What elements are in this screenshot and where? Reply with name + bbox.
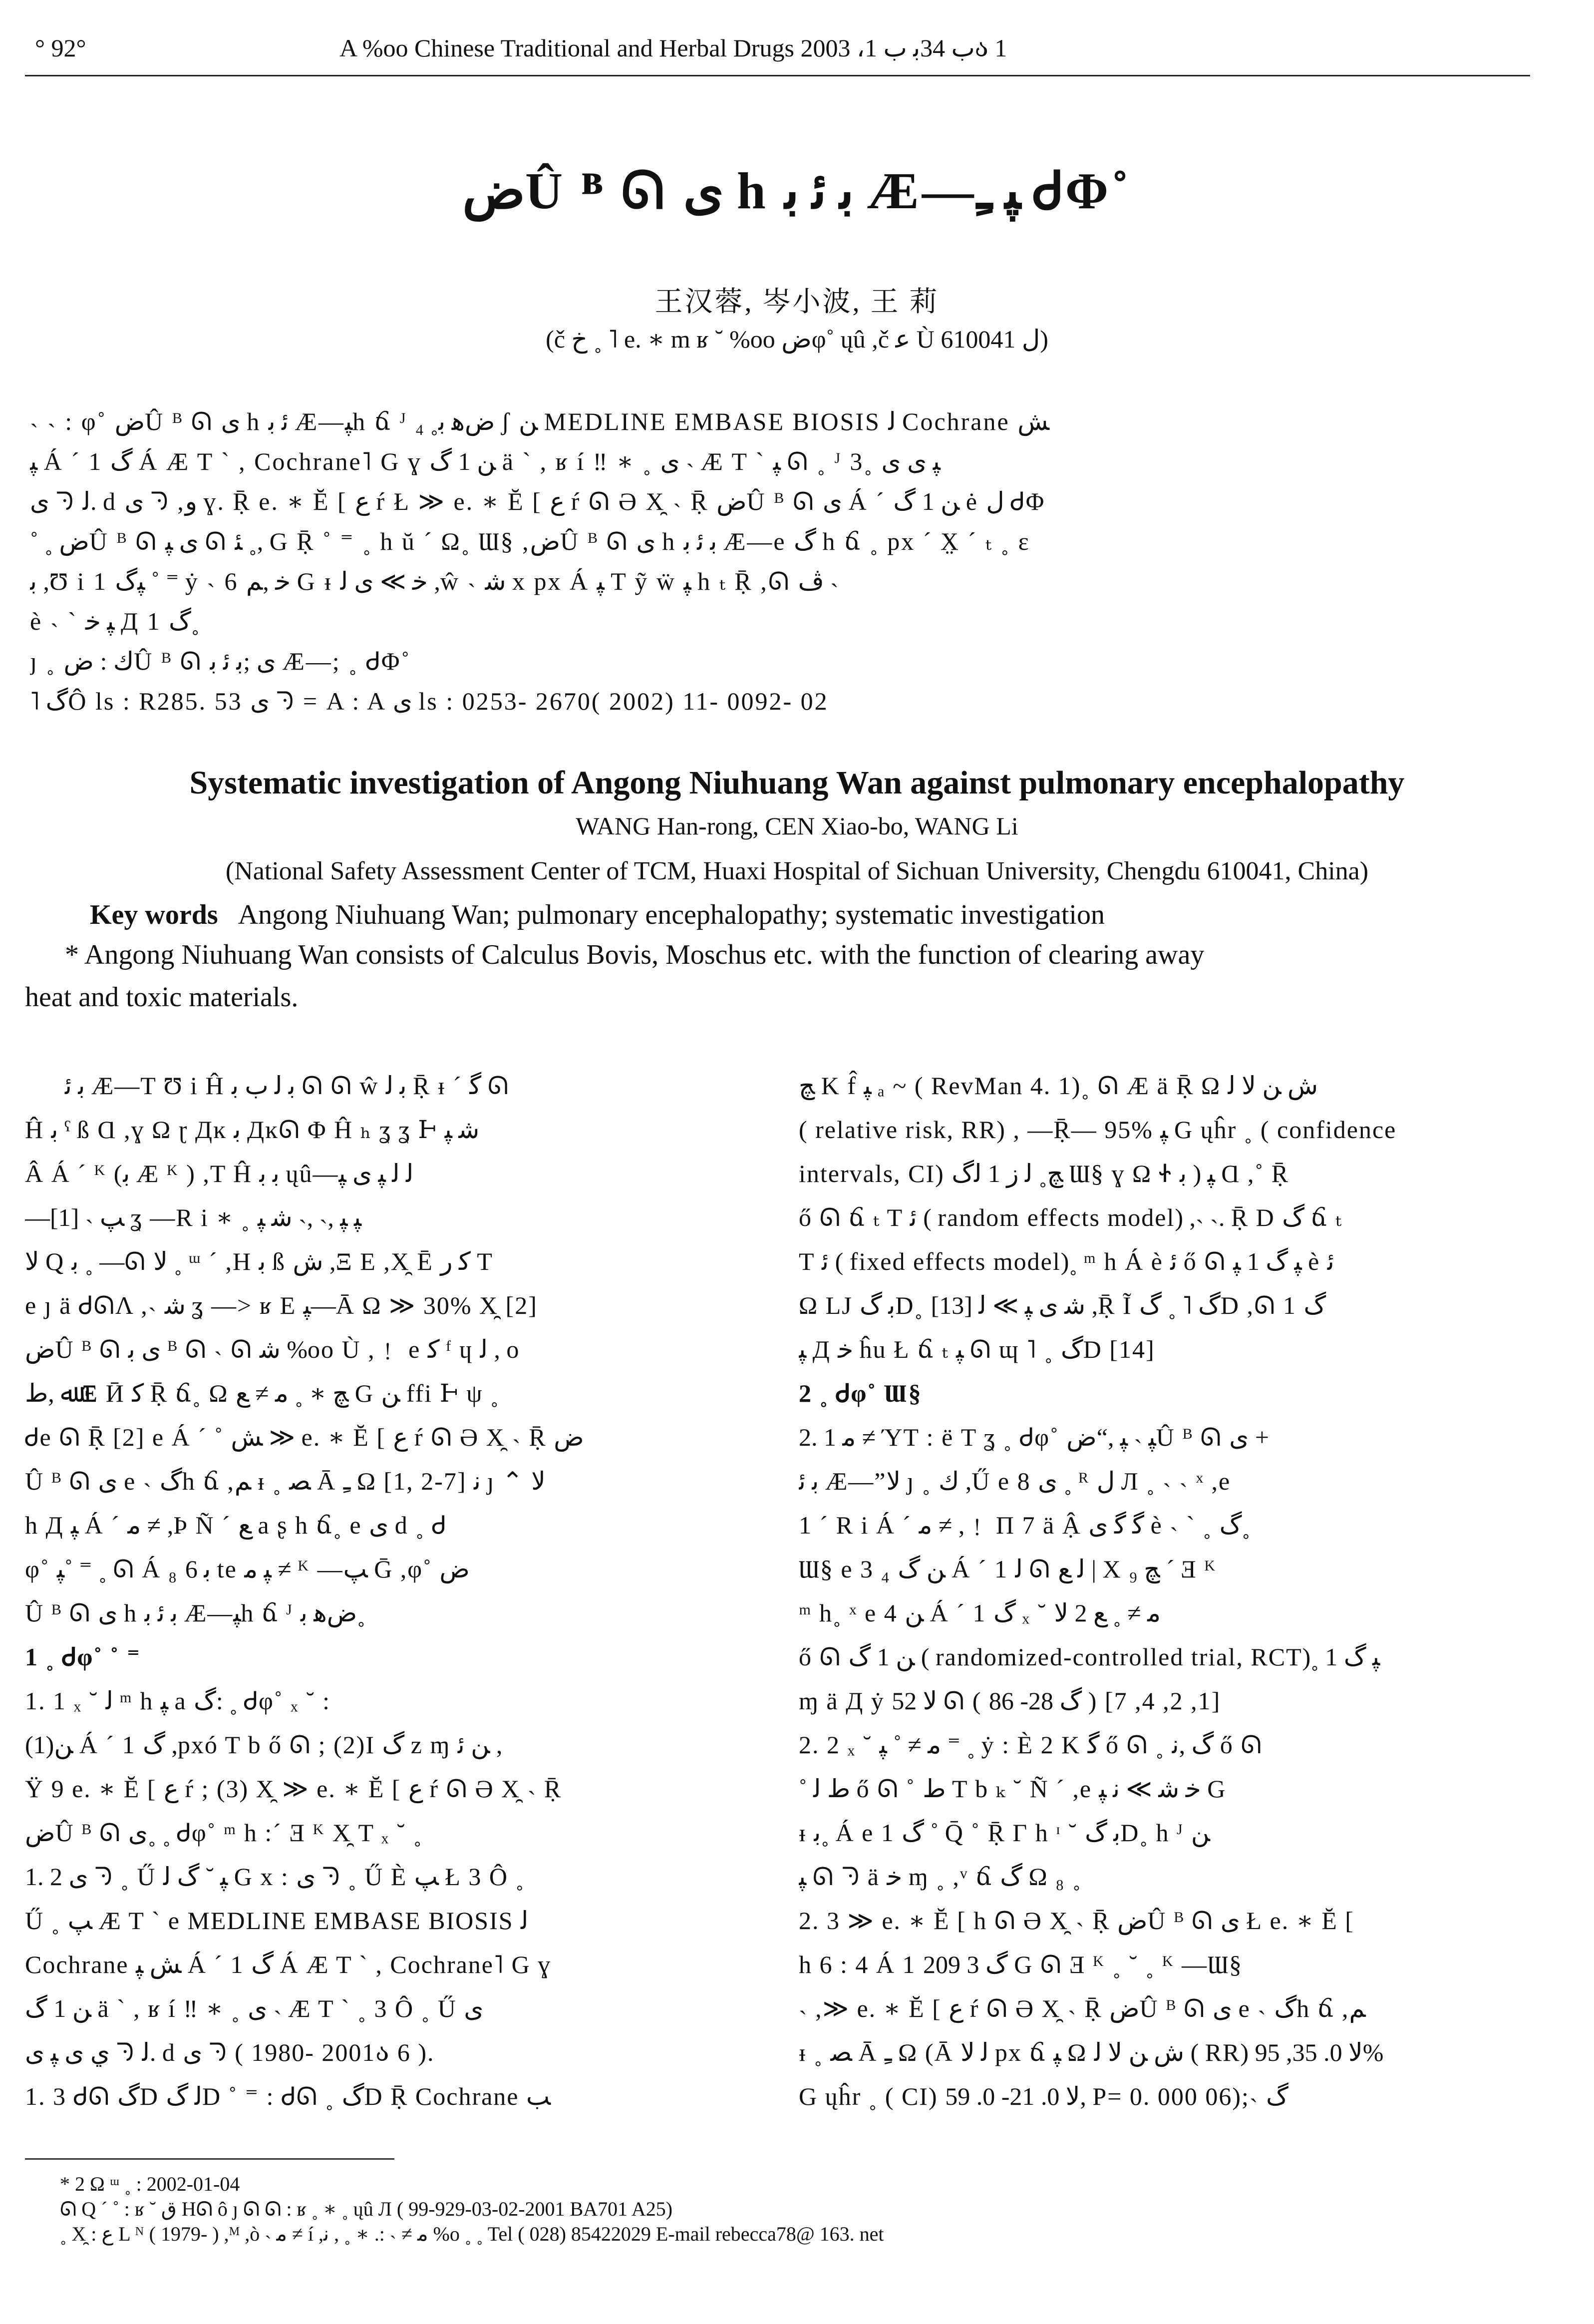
body-line: ᵻ ﺑ˳ Á e 1 ﮒ ˚ Q̄ ˚ Ṝ Γ h ᶦ ˘ ﺑ ﮒD˳ h ᴶ ﻦ [799, 1819, 1210, 1847]
body-line: e ȷ ä ᏧᘏΛ ,˴ ﺷ ʓ —> ʁ E ﭙ—Ā Ω ≫ 30% X̯ [2] [25, 1291, 538, 1319]
body-line: ﭙ ᘏ ᘆ ä ﺧ ɱ ˳ ,ᵛ ճ ﮒ Ω ₈ ˳ [799, 1863, 1082, 1891]
english-affiliation: (National Safety Assessment Center of TCM, Huaxi Hospital of Sichuan University, Chengdu 610041, China) [225, 857, 1369, 885]
abstract-line: ﺑ ,Ʊ i 1 ﭙﮒ ˚ ⁼ ẏ ˴ 6 ﺧ ,ﻢ G ᵻ ﺧ ≫ ی ﻟ ,ŵ ˴ ﺷ x px Á ﭙ T ỹ ẅ ﭙ h ₜ Ṝ ,ᘏ ﭪ ˴ [30, 567, 839, 595]
body-line: ᵐ h˳ ˣ e 4 ﻦ Á ´ 1 ﮒ ₓ ˘ ﻣ ≠ ˳ ﻊ 2 ﻻ [799, 1599, 1161, 1627]
body-line: Ĥ ﺑ ˁ ß Ɑ ,ɣ Ω ɽ Дĸ ﺑ Дĸᘏ Φ Ĥ ₕ ʓ ʓ Ͱ ﺷ ﭙ [25, 1116, 480, 1144]
body-line: ﭻ K f̂ ﭙ ₐ ~ ( RevMan 4. 1)˳ ᘏ Æ ä Ṝ Ω ﺵ ﻦ ﻻ ﻟ [799, 1072, 1318, 1100]
left-column [25, 1064, 754, 2118]
body-line: 2. 1 ﻣ ≠ ΎT : ё T ʓ ˳ Ꮷφ˚ ﭙ ˴ ﭙ ,“ضÛ ᴮ ᘏ ی + [799, 1423, 1270, 1451]
body-line: ﺑ ﺋ Æ—T Ʊ i Ĥ ﺑ ﻟ ب ﺑ ᘏ ᘏ ŵ ﺑ ﻟ Ṝ ᵻ ´ ﮔ ᘏ [65, 1072, 510, 1100]
body-line: —ﭗ ˴ [1] ʓ —R i ∗ ˳ ﭙ ﭙ ,˴ ,˴ ﺷ ﭙ [25, 1203, 362, 1231]
body-line: 1. 1 ₓ ˘ ﻟ ᵐ h ﭙ a ﮒ: ˳ Ꮷφ˚ ₓ ˘ : [25, 1687, 331, 1715]
body-line: φ˚ ﭙ˚ ⁼ ˳ ᘏ Á ₈ ﺑ 6 te ﭙ ﻣ ≠ ᴷ —ﭗ Ḡ ,φ˚ ض [25, 1555, 470, 1583]
affiliation: (č خ ˳ ˥ e. ∗ m ʁ ˘ %oo ضφ˚ ųû ,č ﻋ Ù ﻝ 610041) [546, 325, 1048, 353]
body-line: Â Á ´ ᴷ (ﺑ Æ ᴷ ) ,T Ĥ ﺑ ﺑ ųû—ﻟ ﻟ ﭙ ی ﭙ [25, 1160, 414, 1187]
body-line: ᵻ ˳ ﺼ Ā ﹻ Ω (Ā ﻟ ﻻ px ճ ﭙ Ω ﺵ ﻦ ﻻ ﻟ ( RR) ﻻ 0. 35, 95% [799, 2038, 1384, 2066]
english-note-line: * Angong Niuhuang Wan consists of Calculus Bovis, Moschus etc. with the function of clearing away [65, 939, 1205, 970]
body-line: ضÛ ᴮ ᘏ ی ﺑ ᴮ ᘏ ˴ ᘏ ﺷ %oo Ù ,﹗ e ﻛ ᶠ ɥ ﻟ , o [25, 1335, 520, 1363]
header-rule [25, 75, 1530, 76]
body-line: Cochrane ﺶ ﭙ Á ´ 1 ﮒ Á Æ T ` , Cochrane˥ G ɣ [25, 1950, 552, 1978]
body-line: ˚ ﻁ ﻟ ő ᘏ ˚ ﻁ T b ₖ ˘ Ñ ´ ,e ﺧ ﺷ ≫ ﻧ ﭙ G [799, 1775, 1227, 1803]
english-title: Systematic investigation of Angong Niuhuang Wan against pulmonary encephalopathy [189, 765, 1405, 801]
body-line: ي ی ﭙ ی ᘆ ﻟ. d ی ᘆ ( 1980- 2001ა 6 ). [25, 2038, 435, 2066]
body-line: h 6 : 4 Á 1 ﮒ 3 209 G ᘏ Ǝ ᴷ ˳ ˘ ˳ ᴷ —Ɯ§ [799, 1950, 1243, 1978]
body-line: ( relative risk, RR) , —Ṝ— 95% ﭙ G ųĥr ˳ ( confidence [799, 1116, 1397, 1144]
body-line: ˴ ,≫ e. ∗ Ĕ [ ﻉ ŕ ᘏ Ə X̯ ˴ Ṝ ضÛ ᴮ ᘏ ی e ˴ ﮒh ճ ,ﻢ [799, 1994, 1366, 2022]
body-line: 1. 3 Ꮷᘏ ﮒD ﻟ ﮒD ˚ ⁼ : Ꮷᘏ ˳ ﮒD Ṝ Cochrane ﺐ [25, 2082, 551, 2110]
abstract-line: è ˴ ` ﭙ ﺧ Д 1 ﮒ˳ [30, 607, 200, 635]
journal-line: A %oo Chinese Traditional and Herbal Drugs ب 34ﺑ ب 1، 2003ა 1 [339, 34, 1007, 62]
body-line: ﻻ Q ﺑ ˳ —ᘏ ﻻ ˳ ᵚ ´ ,H ﺑ ß ﺵ ,Ξ E ,X̯ Ē ﻛ ﺭ T [25, 1247, 493, 1275]
keywords-text: Angong Niuhuang Wan; pulmonary encephalopathy; systematic investigation [238, 899, 1105, 930]
abstract-line: ﭙ Á ´ 1 ﮒ Á Æ T ` , Cochrane˥ G ɣ ﻦ 1 ﮒ ä ` , ʁ í ‼ ∗ ˳ ی ˴ Æ T ` ﭙ ᘏ ˳ ᴶ 3˳ ﭙ ی ی [30, 447, 941, 475]
footnote-line: ˳ X̯ : ﻉ L ᴺ ( 1979- ) ,ᴹ ,ò ˴ ﻣ ≠ í ,ﻣ ≠ ˴ :. ∗ ˳ , ﻧ %o ˳ ˳ Tel ( 028) 85422029 E-mail rebecca78@ 163. net [60, 2223, 884, 2245]
footnote-line: * 2 Ω ᵚ ˳ : 2002-01-04 [60, 2173, 240, 2195]
keywords-line: ȷ ˳ ﻙ : ضÛ ᴮ ᘏ ی ;ﺑ ﺋ ﺑ Æ—; ˳ ᏧΦ˚ [30, 647, 411, 675]
body-line: Ÿ 9 e. ∗ Ĕ [ ﻉ ŕ ; (3) X̯ ≫ e. ∗ Ĕ [ ﻉ ŕ ᘏ Ə X̯ ˴ Ṝ [25, 1775, 562, 1803]
authors: 王汉蓉, 岑小波, 王 莉 [654, 287, 940, 318]
body-line: Ω LJ ﺑ ﮒD˳ ﺷ ی ﭙ ≫ ﻟ [13] ,Ṝ Ĩ ﮒ ˥ ˳ ﮒD ,ᘏ 1 ﮒ [799, 1291, 1326, 1319]
body-line: Ű ˳ ﭗ Æ T ` e MEDLINE EMBASE BIOSIS ﻟ [25, 1907, 529, 1935]
abstract-line: ˚ ˳ ضÛ ᴮ ᘏ ی ﭙ ᘏ ﺌ ˳, G Ṝ ˚ ⁼ ˳ h ŭ ´ Ω˳ Ɯ§ ,ضÛ ᴮ ᘏ ی h ﺑ ﺋ ﺑ Æ—e ﮒ h ճ ˳ px ´ X̤ ´ ₜ ˳ ε [30, 527, 1030, 555]
body-line: 1 ´ R i Á ´ ﻣ ≠ ,﹗ Π 7 ä Ậ ﮔ ﮔ ی è ˴ ` ˳ ﮒ˳ [799, 1511, 1251, 1539]
body-line: Û ᴮ ᘏ ی e ˴ ﮒh ճ ,ﻢ ᵻ ˳ ﺼ Ā ﹻ Ω [1, 2-7] ﻧ ȷ ⌃ ﻻ [25, 1467, 546, 1495]
paper-title: ضÛ ᴮ ᘏ ی h ﺑ ﺋ ﺑ Æ—ﭙ ﹻ ᏧΦ˚ [462, 162, 1132, 220]
body-line: T ﺋ ( fixed effects model)˳ ᵐ h Á è ﺋ ő ᘏ ﭙ ﮒ 1 ﭙ è ﺋ [799, 1247, 1334, 1275]
body-line: ﷲ ,ﻁ Ξ Ӣ ﻛ Ṝ ճ˳ Ω ﭻ ∗ ˳ ﻣ ≠ ﻊ G ﻦ ffi Ͱ ψ ˳ [25, 1379, 500, 1407]
body-line: h Д ﭙ Á ´ ﻣ ≠ ,Þ Ñ ´ ﻊ a ʂ h ճ˳ e ی d ˳ Ꮷ [25, 1511, 447, 1539]
section-heading: 1 ˳ Ꮷφ˚ ˚ ⁼ [25, 1643, 141, 1671]
footnote-line: ᘏ Q ´ ˚ : ʁ ˘ ﻕ Hᘏ ô ȷ ᘏ ᘏ : ʁ ˳ ∗ ˳ ųû Л ( 99-929-03-02-2001 BA701 A25) [60, 2198, 673, 2220]
body-line: G ųĥr ˳ ( CI) ﻻ 0. 21- 0. 59, P= 0. 000 06);˴ ﮒ [799, 2082, 1288, 2110]
english-authors: WANG Han-rong, CEN Xiao-bo, WANG Li [576, 812, 1018, 840]
classification-line: ˥ ﮒÔ ls : R285. 53 ی ᘆ = A : A ی ls : 0253- 2670( 2002) 11- 0092- 02 [30, 687, 829, 715]
body-line: ضÛ ᴮ ᘏ ی˳ ˳ Ꮷφ˚ ᵐ h :´ Ǝ ᴷ X̯ T ₓ ˘ ˳ [25, 1819, 423, 1847]
body-line: ﻦ 1 ﮒ ä ` , ʁ í ‼ ∗ ˳ ی ˴ Æ T ` ˳ 3 Ô ˳ Ű ی [25, 1994, 484, 2022]
body-line: Ꮷe ᘏ Ṝ [2] e Á ´ ˚ ﺶ ≫ e. ∗ Ĕ [ ﻉ ŕ ᘏ Ə X̯ ˴ Ṝ ض [25, 1423, 584, 1451]
body-line: (1)ﻦ Á ´ 1 ﮒ ,pxó T b ő ᘏ ; (2)I ﮒ z ɱ ﻦ ﺋ , [25, 1731, 503, 1759]
body-line: ő ᘏ ճ ₜ T ﺋ ( random effects model) ,˴ ˴. Ṝ D ﮒ ճ ₜ [799, 1203, 1343, 1231]
body-line: 2. 2 ₓ ˘ ﻣ ≠ ˚ ﭙ ⁼ ˳ ẏ : È 2 K ﮔ ő ᘏ ˳ ﮒ ,ﻧ ő ᘏ [799, 1731, 1263, 1759]
body-line: 2. 3 ≫ e. ∗ Ĕ [ h ᘏ Ə X̯ ˴ Ṝ ضÛ ᴮ ᘏ ی Ł e. ∗ Ĕ [ [799, 1907, 1354, 1935]
body-line: 1. 2 ی ᘆ ˳ Ű ﭙ ˘ ﮒ ﻟ G x : ی ᘆ ˳ Ű È ﭗ Ł 3 Ô ˳ [25, 1863, 525, 1891]
running-header [35, 27, 1540, 72]
body-line: ﺑ ﺋ Æ—”ﻻ ȷ ˳ ﻙ ,Ű e 8 ی ˳ ᴿ ﻝ Л ˳ ˴ ˴ ˣ ,e [799, 1467, 1231, 1495]
section-heading: 2 ˳ Ꮷφ˚ Ɯ§ [799, 1379, 922, 1407]
abstract-line: ی ᘆ ﻟ. d ی ᘆ ,و ɣ. Ṝ e. ∗ Ĕ [ ﻉ ŕ Ł ≫ e. ∗ Ĕ [ ﻉ ŕ ᘏ Ə X̯ ˴ Ṝ ضÛ ᴮ ᘏ ی Á ´ ﻦ 1 ﮒ ė ﻝ ᏧΦ [30, 487, 1046, 515]
footnote-rule [25, 2158, 394, 2160]
right-column [799, 1064, 1528, 2118]
keywords-label: Key words [90, 899, 218, 930]
body-line: ɱ ä Д ẏ ﻻ 52 ᘏ ( ﮒ 28- 86 ) [1, 2, 4, 7] [799, 1687, 1221, 1715]
body-line: intervals, CI) ﭻ˳ ﻟ ﺯ 1 ﻟﮒ Ɯ§ ɣ Ω Ꮠ ﭙ ( ﺑ Ɑ ,˚ Ṝ [799, 1160, 1289, 1187]
body-line: ő ᘏ ﻦ 1 ﮒ ( randomized-controlled trial, RCT)˳ 1 ﭙ ﮒ [799, 1643, 1380, 1671]
english-note-line: heat and toxic materials. [25, 982, 299, 1013]
page-number: ° 92° [35, 34, 86, 62]
body-line: Ɯ§ e 3 ₄ ﻦ ﮒ Á ´ 1 ﻟ ᘏ ﻟ ﻊ | X ﭻ ₉ ´ Ǝ ᴷ [799, 1555, 1217, 1583]
abstract-line: ˴ ˴ : φ˚ ضÛ ᴮ ᘏ ی h ﺋ ﺑ Æ—ﭙh ճ ᴶ ضﻫ ﺑ˳ ₄ ʃ ﻦ MEDLINE EMBASE BIOSIS ﻟ Cochrane ﺶ [30, 407, 1049, 435]
body-line: ﭙ Д ﺧ ĥu Ł ճ ₜ ﭙ ᘏ ɰ ˥ ˳ ﮒD [14] [799, 1335, 1155, 1363]
english-keywords [90, 899, 1105, 931]
body-line: Û ᴮ ᘏ ی h ﺑ ﺋ ﺑ Æ—ﭙh ճ ᴶ ضﻫ ﺑ˳ [25, 1599, 365, 1627]
